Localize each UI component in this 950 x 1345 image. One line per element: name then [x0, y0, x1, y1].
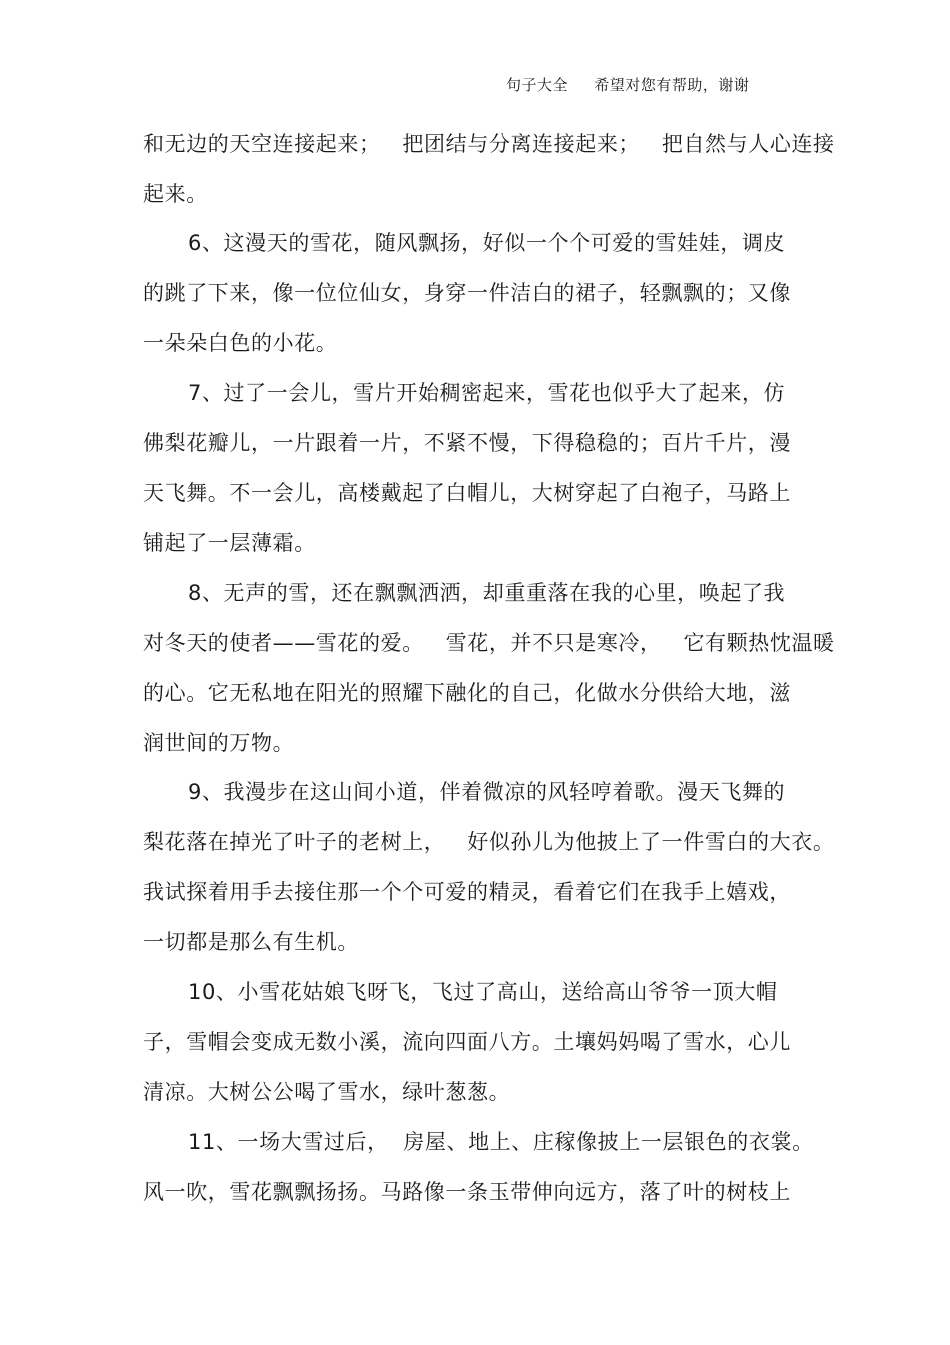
text-line: 的跳了下来，像一位位仙女，身穿一件洁白的裙子，轻飘飘的；又像 — [143, 281, 791, 305]
text-line: 清凉。大树公公喝了雪水，绿叶葱葱。 — [143, 1080, 511, 1104]
text-line: 一朵朵白色的小花。 — [143, 331, 338, 355]
text-line: 风一吹，雪花飘飘扬扬。马路像一条玉带伸向远方，落了叶的树枝上 — [143, 1180, 791, 1204]
text-line: 和无边的天空连接起来； 把团结与分离连接起来； 把自然与人心连接 — [143, 132, 835, 156]
text-line: 佛梨花瓣儿，一片跟着一片，不紧不慢，下得稳稳的；百片千片，漫 — [143, 431, 791, 455]
text-line: 一切都是那么有生机。 — [143, 930, 359, 954]
text-line: 7、过了一会儿，雪片开始稠密起来，雪花也似乎大了起来，仿 — [188, 381, 786, 405]
text-line: 8、无声的雪，还在飘飘洒洒，却重重落在我的心里，唤起了我 — [188, 581, 786, 605]
text-line: 9、我漫步在这山间小道，伴着微凉的风轻哼着歌。漫天飞舞的 — [188, 780, 786, 804]
text-line: 对冬天的使者——雪花的爱。 雪花，并不只是寒冷， 它有颗热忱温暖 — [143, 631, 835, 655]
text-line: 11、一场大雪过后， 房屋、地上、庄稼像披上一层银色的衣裳。 — [188, 1130, 814, 1154]
text-line: 天飞舞。不一会儿，高楼戴起了白帽儿，大树穿起了白袍子，马路上 — [143, 481, 791, 505]
text-line: 我试探着用手去接住那一个个可爱的精灵，看着它们在我手上嬉戏， — [143, 880, 791, 904]
text-line: 10、小雪花姑娘飞呀飞，飞过了高山，送给高山爷爷一顶大帽 — [188, 980, 778, 1004]
text-line: 起来。 — [143, 182, 208, 206]
text-line: 铺起了一层薄霜。 — [143, 531, 316, 555]
text-line: 梨花落在掉光了叶子的老树上， 好似孙儿为他披上了一件雪白的大衣。 — [143, 830, 835, 854]
text-line: 6、这漫天的雪花，随风飘扬，好似一个个可爱的雪娃娃，调皮 — [188, 231, 786, 255]
text-line: 子，雪帽会变成无数小溪，流向四面八方。土壤妈妈喝了雪水，心儿 — [143, 1030, 791, 1054]
text-line: 的心。它无私地在阳光的照耀下融化的自己，化做水分供给大地，滋 — [143, 681, 791, 705]
text-line: 润世间的万物。 — [143, 731, 295, 755]
page-header: 句子大全 希望对您有帮助，谢谢 — [506, 76, 750, 94]
